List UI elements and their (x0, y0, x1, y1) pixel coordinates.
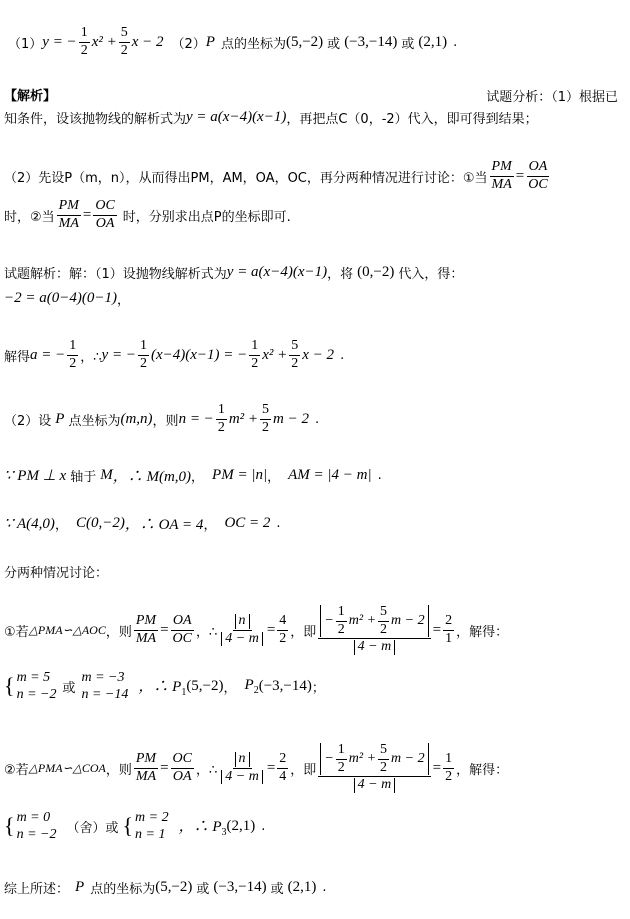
analysis-line-1 (4, 106, 538, 128)
summary-coord-3: (2,1) (287, 878, 317, 895)
solution-frac-d: $\frac{5}{2}$ (291, 337, 299, 371)
case2-line-2 (4, 804, 265, 848)
case1-ratio-oa-oc: $\frac{OA}{OC}$ (172, 612, 192, 646)
solution-equation-d: x² + (262, 346, 288, 363)
analysis-summary-start: 试题分析：（1）根据已 (486, 90, 618, 105)
analysis-equals-2: = (82, 206, 92, 223)
case1-ratio-pm-ma: $\frac{PM}{MA}$ (135, 612, 157, 646)
case1-p1: ，∴ $P_1$ (138, 678, 187, 698)
analysis-equals-1: = (515, 167, 525, 184)
solution-line-7 (4, 560, 108, 582)
case1-big-ratio: − $\frac{1}{2}$ m² + $\frac{5}{2}$ m − 2 4 − m (318, 605, 430, 655)
case1-p2-coord: (−3,−14) (258, 677, 312, 694)
case2-similar: △PMA∽△COA (28, 760, 106, 775)
case1-similar: △PMA∽△AOC (28, 622, 106, 637)
solution-text-14: ， (267, 469, 281, 485)
summary-prefix: 综上所述： (4, 881, 70, 897)
answer-part2-label: （2） (171, 36, 206, 52)
solution-text-3: 代入，得： (398, 266, 464, 282)
solution-text-12: 轴于 (70, 469, 97, 485)
case1-or: 或 (62, 680, 76, 696)
answer-line (8, 22, 457, 62)
solution-text-8: （2）设 (4, 413, 52, 429)
solution-frac-c: $\frac{1}{2}$ (251, 337, 259, 371)
answer-eq-b: x² + (91, 33, 117, 50)
case2-frac-2-4: $\frac{2}{4}$ (279, 750, 287, 784)
solution-line-2 (4, 287, 130, 309)
case2-solve: ，解得： (456, 762, 509, 778)
case2-big-ratio: − $\frac{1}{2}$ m² + $\frac{5}{2}$ m − 2 4 − m (318, 743, 430, 793)
answer-coord-2: (−3,−14) (344, 33, 398, 50)
solution-text-9: 点坐标为 (68, 413, 121, 429)
summary-p-var: P (75, 878, 85, 895)
analysis-text-2: ，再把点C（0，-2）代入，即可得到结果； (286, 111, 538, 127)
summary-coord-2: (−3,−14) (213, 878, 267, 895)
case2-reject: （舍）或 (66, 820, 119, 836)
solution-equation-h: m − 2 (273, 410, 309, 427)
answer-frac-1: $\frac{1}{2}$ (80, 24, 88, 58)
solution-text-1: 试题解析：解：（1）设抛物线解析式为 (4, 266, 227, 282)
answer-or-1: 或 (327, 36, 341, 52)
case1-p1-coord: (5,−2) (186, 677, 224, 694)
solution-m-point: ，∴ M(m,0) (112, 468, 192, 485)
answer-p-var: P (205, 33, 215, 50)
case2-prefix: ②若 (4, 762, 29, 778)
solution-line-3 (4, 334, 344, 376)
case2-system-2: { m = 2 n = 1 (122, 809, 169, 842)
solution-text-7: . (340, 347, 345, 363)
solution-equation-f: n = − (178, 410, 214, 427)
case1-system-1: { m = 5 n = −2 (4, 669, 57, 702)
analysis-ratio-pm-ma: $\frac{PM}{MA}$ (491, 158, 512, 192)
analysis-header-line (4, 85, 56, 103)
case1-line-1: ①若 △PMA∽△AOC ，则 $\frac{PM}{MA}$ = $\frac{OA}{OC}$ ，∴ $\frac{n}{4 - m}$ = $\frac{4}{2}$ ，即 − $\frac{1}{2}$ m² + $\frac{5}{2}$ m − 2 4 − m = $\frac{2}{1}$ ，解得： (4, 603, 509, 655)
case2-p3-coord: (2,1) (226, 817, 256, 834)
solution-equation-b: y = − (101, 346, 136, 363)
summary-text: 点的坐标为 (90, 881, 156, 897)
answer-end: . (453, 34, 458, 50)
solution-frac-b: $\frac{1}{2}$ (139, 337, 147, 371)
solution-text-18: . (276, 515, 281, 531)
analysis-line-2 (4, 155, 552, 197)
solution-frac-f: $\frac{5}{2}$ (262, 401, 270, 435)
solution-text-4: ， (116, 292, 130, 308)
case1-end: ； (311, 680, 325, 696)
case2-end: . (261, 818, 266, 834)
case1-abs-ratio: $\frac{n}{4 - m}$ (219, 614, 265, 646)
analysis-text-5: 时，分别求出点P的坐标即可. (122, 209, 291, 225)
solution-equation-2: −2 = a(0−4)(0−1) (4, 289, 117, 306)
case2-p3: ，∴ $P_3$ (178, 818, 227, 838)
analysis-text-4: 时，②当 (4, 209, 55, 225)
summary-end: . (322, 879, 327, 895)
solution-frac-e: $\frac{1}{2}$ (217, 401, 225, 435)
solution-c-point: C(0,−2) (75, 514, 125, 531)
answer-eq-a: y = − (42, 33, 77, 50)
solution-line-1 (4, 261, 463, 283)
solution-text-2: ，将 (327, 266, 354, 282)
solution-mn: (m,n) (120, 410, 153, 427)
solution-equation-a: a = − (30, 346, 66, 363)
solution-text-17: ， (203, 517, 217, 533)
summary-or-2: 或 (270, 881, 284, 897)
case2-line-1: ②若 △PMA∽△COA ，则 $\frac{PM}{MA}$ = $\frac{OC}{OA}$ ，∴ $\frac{n}{4 - m}$ = $\frac{2}{4}$ ，即 − $\frac{1}{2}$ m² + $\frac{5}{2}$ m − 2 4 − m = $\frac{1}{2}$ ，解得： (4, 741, 509, 793)
answer-or-2: 或 (401, 36, 415, 52)
summary-coord-1: (5,−2) (155, 878, 193, 895)
solution-text-15: . (377, 467, 382, 483)
case2-ie: ，即 (290, 762, 317, 778)
analysis-text-3: （2）先设P（m，n），从而得出PM，AM，OA，OC，再分两种情况进行讨论：①当 (4, 170, 488, 186)
analysis-equation-1: y = a(x−4)(x−1) (186, 108, 287, 125)
case1-then: ，则 (105, 624, 132, 640)
answer-coord-1: (5,−2) (285, 33, 324, 50)
case1-line-2 (4, 664, 325, 708)
solution-oc: OC = 2 (224, 514, 271, 531)
case2-rhs: $\frac{1}{2}$ (445, 750, 453, 784)
solution-equation-c: (x−4)(x−1) = − (150, 346, 248, 363)
solution-perp: ∵ PM ⊥ x (4, 467, 67, 484)
solution-text-19: 分两种情况讨论： (4, 565, 109, 581)
case2-ratio-pm-ma: $\frac{PM}{MA}$ (135, 750, 157, 784)
case1-therefore: ，∴ (195, 624, 218, 640)
case2-system-1: { m = 0 n = −2 (4, 809, 57, 842)
solution-frac-a: $\frac{1}{2}$ (69, 337, 77, 371)
analysis-line-3 (4, 194, 291, 236)
analysis-ratio-oa-oc: $\frac{OA}{OC}$ (528, 158, 548, 192)
solution-text-5: 解得 (4, 349, 31, 365)
summary-line (4, 876, 327, 898)
solution-equation-g: m² + (228, 410, 259, 427)
case1-rhs: $\frac{2}{1}$ (445, 612, 453, 646)
case1-prefix: ①若 (4, 624, 29, 640)
solution-p-var: P (55, 410, 65, 427)
case1-comma: ， (223, 680, 237, 696)
analysis-ratio-pm-ma-2: $\frac{PM}{MA}$ (58, 197, 79, 231)
solution-text-16: ， (54, 517, 68, 533)
solution-a-point: ∵ A(4,0) (4, 515, 55, 532)
answer-part1-label: （1） (8, 36, 43, 52)
analysis-heading: 【解析】 (4, 88, 57, 104)
solution-line-6 (4, 512, 281, 534)
answer-p-text: 点的坐标为 (220, 36, 286, 52)
solution-text-6: ，∴ (80, 349, 102, 365)
case2-then: ，则 (105, 762, 132, 778)
answer-frac-2: $\frac{5}{2}$ (120, 24, 128, 58)
case1-frac-4-2: $\frac{4}{2}$ (279, 612, 287, 646)
solution-m-var: M (100, 466, 113, 483)
solution-equation-1: y = a(x−4)(x−1) (226, 263, 328, 280)
case1-solve: ，解得： (456, 624, 509, 640)
solution-text-11: . (314, 411, 320, 427)
solution-pm: PM = |n| (212, 466, 268, 483)
case2-abs-ratio: $\frac{n}{4 - m}$ (219, 752, 265, 784)
case1-p2: $P_2$ (244, 676, 259, 696)
solution-oa: ，∴ OA = 4 (124, 516, 204, 533)
solution-line-4 (4, 398, 319, 440)
case2-ratio-oc-oa: $\frac{OC}{OA}$ (172, 750, 192, 784)
solution-equation-e: x − 2 (302, 346, 335, 363)
analysis-ratio-oc-oa: $\frac{OC}{OA}$ (95, 197, 115, 231)
solution-point-1: (0,−2) (357, 263, 395, 280)
summary-or-1: 或 (196, 881, 210, 897)
solution-text-10: ，则 (152, 413, 179, 429)
solution-text-13: ， (191, 469, 205, 485)
answer-eq-c: x − 2 (131, 33, 164, 50)
answer-coord-3: (2,1) (418, 33, 448, 50)
analysis-text-1: 知条件，设该抛物线的解析式为 (4, 111, 187, 127)
solution-line-5 (4, 464, 382, 486)
case1-system-2: m = −3 n = −14 (81, 669, 129, 702)
case2-therefore: ，∴ (195, 762, 218, 778)
case1-ie: ，即 (290, 624, 317, 640)
solution-am: AM = |4 − m| (288, 466, 372, 483)
